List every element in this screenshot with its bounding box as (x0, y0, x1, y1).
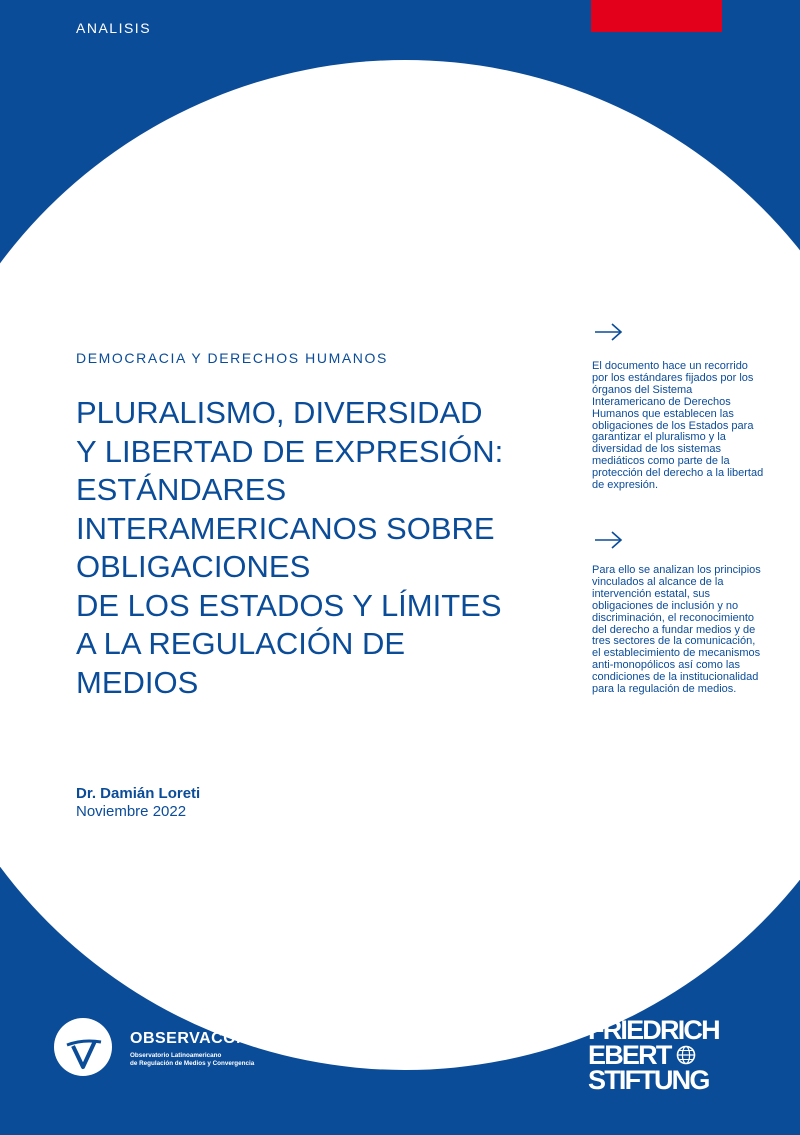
observacom-name: OBSERVACOM (130, 1030, 250, 1047)
title-line: OBLIGACIONES (76, 549, 311, 584)
fes-logo-line: FRIEDRICH (588, 1015, 719, 1045)
arrow-right-icon (594, 530, 624, 550)
fes-logo-line: EBERT (588, 1040, 671, 1070)
publication-date: Noviembre 2022 (76, 803, 187, 820)
title-line: PLURALISMO, DIVERSIDAD (76, 395, 483, 430)
observacom-logo-icon (53, 1017, 113, 1077)
title-line: MEDIOS (76, 664, 199, 700)
title-line: Y LIBERTAD DE EXPRESIÓN: (76, 433, 504, 469)
title-line: DE LOS ESTADOS Y LÍMITES (76, 587, 502, 623)
globe-icon (676, 1045, 696, 1065)
observacom-subtitle-line: de Regulación de Medios y Convergencia (130, 1060, 255, 1067)
document-title (76, 394, 546, 702)
observacom-subtitle-line: Observatorio Latinoamericano (130, 1052, 222, 1059)
title-line: INTERAMERICANOS SOBRE (76, 510, 495, 546)
series-label: ANALISIS (76, 20, 152, 36)
summary-paragraph-1: El documento hace un recorrido por los estándares fijados por los órganos del Sistema Interamericano de Derechos Humanos que establecen las obligaciones de los Estados para garantizar el pluralismo y la diversidad de los sistemas mediáticos como parte de la protección del derecho a la libertad de expresión. (592, 360, 764, 492)
title-line: A LA REGULACIÓN DE (76, 626, 406, 661)
category-label: DEMOCRACIA Y DERECHOS HUMANOS (76, 350, 388, 366)
summary-paragraph-2: Para ello se analizan los principios vinculados al alcance de la intervención estatal, sus obligaciones de inclusión y no discriminación, el reconocimiento del derecho a fundar medios y de tres sectores de la comunicación, el establecimiento de mecanismos anti-monopólicos así como las condiciones de la institucionalidad para la regulación de medios. (592, 564, 761, 696)
title-line: ESTÁNDARES (76, 472, 287, 507)
fes-logo-line: STIFTUNG (588, 1065, 709, 1095)
author-name: Dr. Damián Loreti (76, 785, 201, 802)
fes-logo (588, 1015, 719, 1095)
red-accent-bar (591, 0, 722, 32)
arrow-right-icon (594, 322, 624, 342)
observacom-subtitle (130, 1052, 254, 1068)
